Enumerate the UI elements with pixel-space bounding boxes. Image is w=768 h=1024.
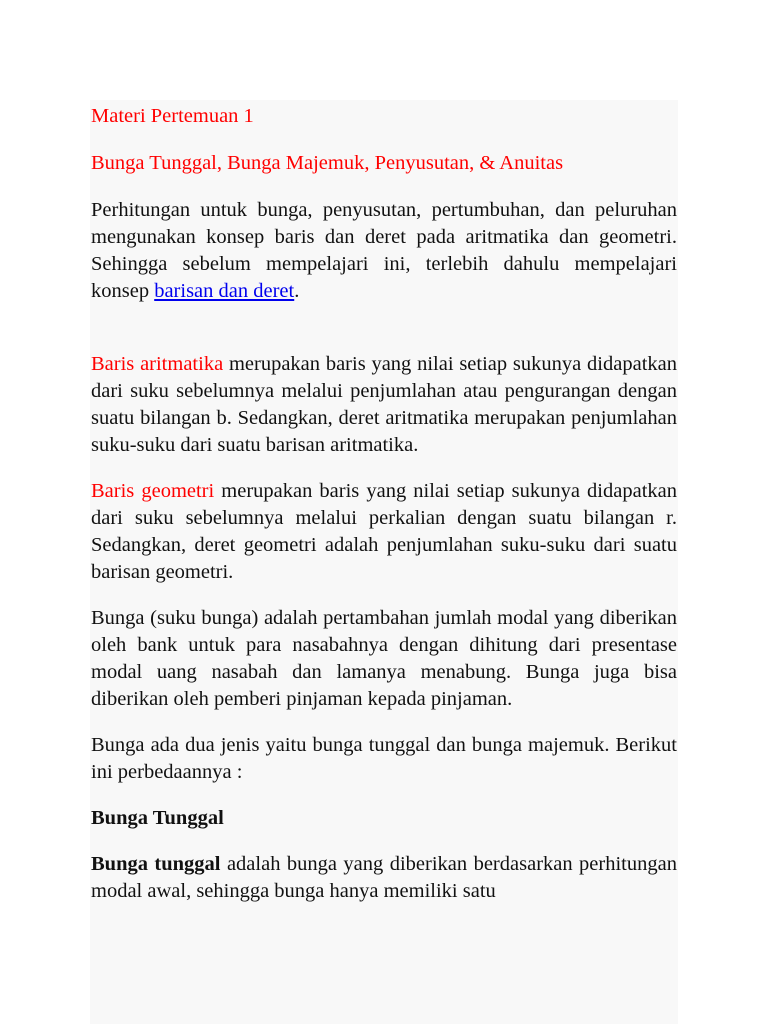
barisan-deret-link[interactable]: barisan dan deret xyxy=(154,280,295,302)
geometri-term: Baris geometri xyxy=(91,480,215,502)
page-title: Materi Pertemuan 1 xyxy=(91,105,254,127)
bunga-tunggal-term: Bunga tunggal xyxy=(91,853,221,875)
bunga-definition-paragraph: Bunga (suku bunga) adalah pertambahan jumlah modal yang diberikan oleh bank untuk para nasabahnya dengan dihitung dari presentase modal uang nasabah dan lamanya menabung. Bunga juga bisa diberikan oleh pemberi pinjaman kepada pinjaman. xyxy=(91,607,677,710)
bunga-jenis-paragraph: Bunga ada dua jenis yaitu bunga tunggal dan bunga majemuk. Berikut ini perbedaannya : xyxy=(91,734,677,783)
section-heading-bunga-tunggal: Bunga Tunggal xyxy=(91,807,224,829)
bunga-tunggal-paragraph xyxy=(91,851,677,905)
document-content xyxy=(90,100,678,1024)
page-subtitle: Bunga Tunggal, Bunga Majemuk, Penyusutan, & Anuitas xyxy=(91,152,564,174)
aritmatika-text: merupakan baris yang nilai setiap sukunya didapatkan dari suku sebelumnya melalui penjumlahan atau pengurangan dengan suatu bilangan b. Sedangkan, deret aritmatika merupakan penjumlahan suku-suku dari suatu barisan aritmatika. xyxy=(91,353,677,456)
bunga-tunggal-text: adalah bunga yang diberikan berdasarkan perhitungan modal awal, sehingga bunga hanya memiliki satu xyxy=(91,853,677,902)
intro-paragraph xyxy=(91,197,677,305)
geometri-paragraph xyxy=(91,478,677,586)
intro-text: Perhitungan untuk bunga, penyusutan, pertumbuhan, dan peluruhan mengunakan konsep baris dan deret pada aritmatika dan geometri. Sehingga sebelum mempelajari ini, terlebih dahulu mempelajari konsep xyxy=(91,199,677,302)
aritmatika-term: Baris aritmatika xyxy=(91,353,224,375)
geometri-text: merupakan baris yang nilai setiap sukunya didapatkan dari suku sebelumnya melalui perkalian dengan suatu bilangan r. Sedangkan, deret geometri adalah penjumlahan suku-suku dari suatu barisan geometri. xyxy=(91,480,677,583)
aritmatika-paragraph xyxy=(91,351,677,459)
intro-after-link: . xyxy=(294,280,300,302)
